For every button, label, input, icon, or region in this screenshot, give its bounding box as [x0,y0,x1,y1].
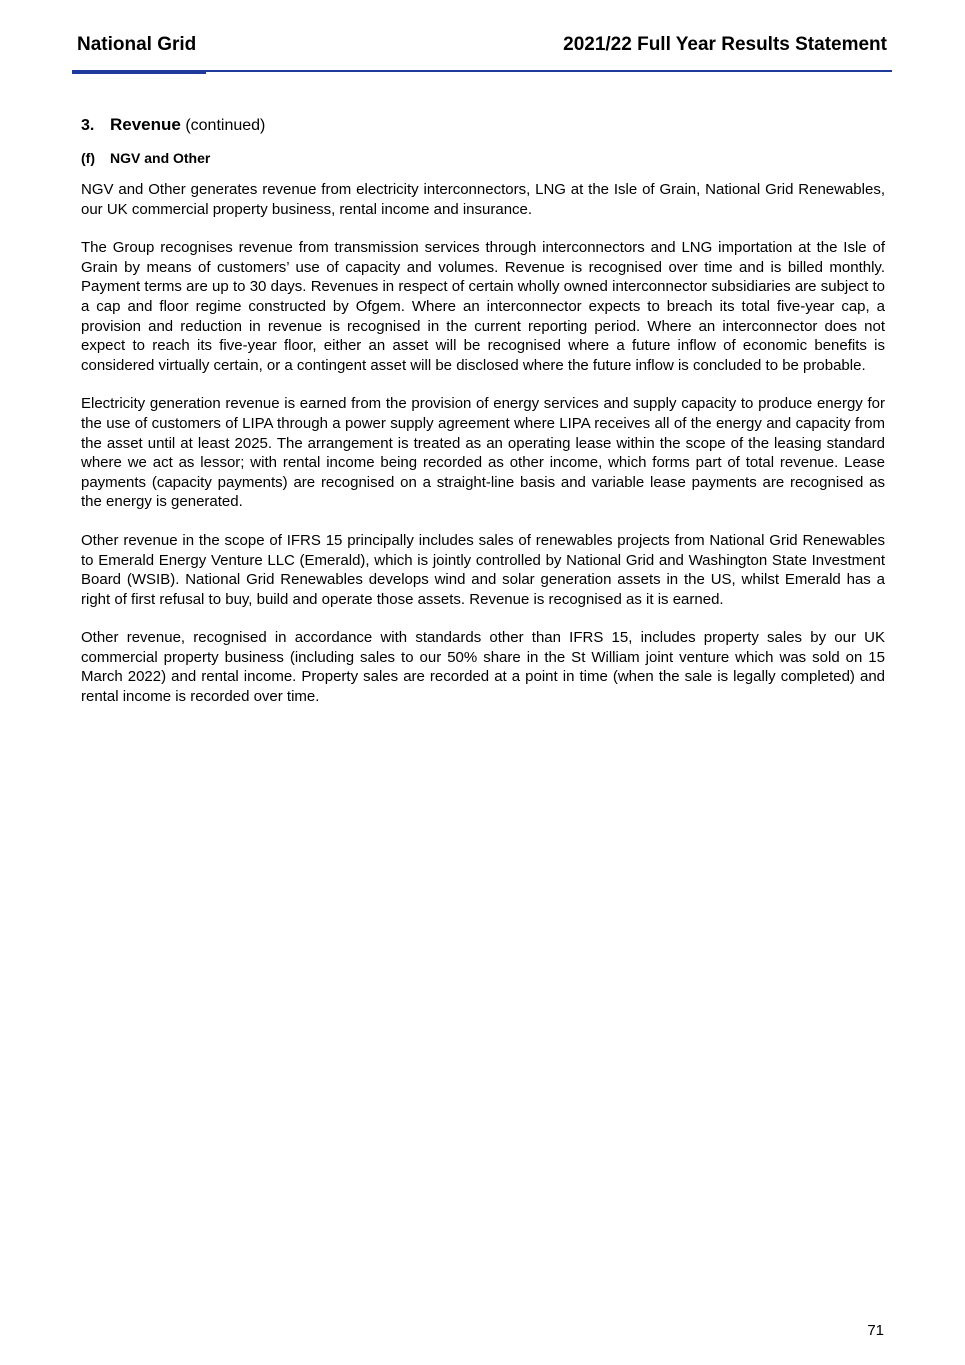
paragraph-non-ifrs15-other-revenue: Other revenue, recognised in accordance with standards other than IFRS 15, includes property sales by our UK commercial property business (including sales to our 50% share in the St William joint venture which was sold on 15 March 2022) and rental income. Property sales are recorded at a point in time (when the sale is legally completed) and rental income is recorded over time. [81,629,885,706]
paragraph-ngv-overview: NGV and Other generates revenue from electricity interconnectors, LNG at the Isle of Grain, National Grid Renewables, our UK commercial property business, rental income and insurance. [81,181,885,218]
paragraph-interconnectors-lng: The Group recognises revenue from transmission services through interconnectors and LNG importation at the Isle of Grain by means of customers’ use of capacity and volumes. Revenue is recognised over time and is billed monthly. Payment terms are up to 30 days. Revenues in respect of certain wholly owned interconnector subsidiaries are subject to a cap and floor regime constructed by Ofgem. Where an interconnector expects to breach its total five-year cap, a provision and reduction in revenue is recognised in the current reporting period. Where an interconnector does not expect to reach its five-year floor, either an asset will be recognised where a future inflow of economic benefits is considered virtually certain, or a contingent asset will be disclosed where the future inflow is concluded to be probable. [81,239,885,374]
document-title: 2021/22 Full Year Results Statement [563,34,887,55]
page-number: 71 [867,1322,884,1339]
section-heading [81,114,885,137]
page-content [81,114,885,726]
section-number: 3. [81,117,95,134]
paragraph-ifrs15-other-revenue: Other revenue in the scope of IFRS 15 principally includes sales of renewables projects from National Grid Renewables to Emerald Energy Venture LLC (Emerald), which is jointly controlled by National Grid and Washington State Investment Board (WSIB). National Grid Renewables develops wind and solar generation assets in the US, whilst Emerald has a right of first refusal to buy, build and operate those assets. Revenue is recognised as it is earned. [81,531,885,608]
subsection-title: NGV and Other [110,150,211,166]
section-title: Revenue [110,115,181,134]
subsection-letter: (f) [81,150,95,166]
company-name: National Grid [77,34,197,55]
subsection-heading [81,148,885,168]
page-header [0,0,965,80]
paragraph-electricity-generation: Electricity generation revenue is earned from the provision of energy services and supply capacity to produce energy for the use of customers of LIPA through a power supply agreement where LIPA receives all of the energy and capacity from the asset until at least 2025. The arrangement is treated as an operating lease within the scope of the leasing standard where we act as lessor; with rental income being recorded as other income, which forms part of total revenue. Lease payments (capacity payments) are recognised on a straight-line basis and variable lease payments are recognised as the energy is generated. [81,395,885,511]
header-accent-bar [72,70,206,74]
section-suffix: (continued) [185,117,266,134]
